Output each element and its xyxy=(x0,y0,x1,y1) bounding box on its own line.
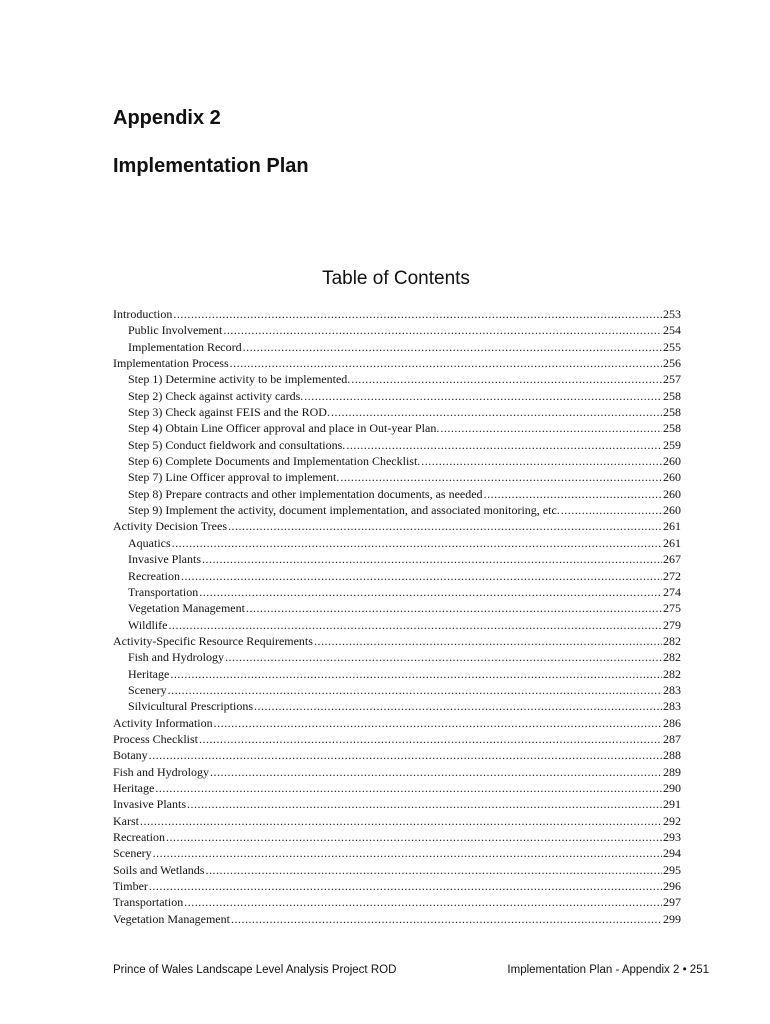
toc-entry-page: 283 xyxy=(663,699,681,714)
toc-dot-leader xyxy=(561,502,662,518)
toc-entry-page: 254 xyxy=(663,323,681,338)
toc-dot-leader xyxy=(205,862,662,878)
toc-entry-label: Timber xyxy=(113,879,148,894)
appendix-title: Appendix 2 xyxy=(113,107,221,129)
toc-entry[interactable] xyxy=(113,878,681,894)
toc-entry-page: 283 xyxy=(663,682,681,697)
toc-entry-label: Activity-Specific Resource Requirements xyxy=(113,633,313,648)
toc-entry-label: Fish and Hydrology xyxy=(113,764,209,779)
toc-entry[interactable] xyxy=(113,469,681,485)
toc-entry-label: Heritage xyxy=(128,666,170,681)
toc-entry-page: 258 xyxy=(663,405,681,420)
toc-dot-leader xyxy=(440,420,662,436)
toc-entry-label: Step 9) Implement the activity, document implementation, and associated monitoring, etc. xyxy=(128,503,560,518)
toc-entry-label: Vegetation Management xyxy=(128,601,245,616)
toc-entry-page: 299 xyxy=(663,911,681,926)
toc-entry-label: Invasive Plants xyxy=(128,552,201,567)
toc-entry[interactable] xyxy=(113,698,681,714)
toc-entry-label: Implementation Record xyxy=(128,339,242,354)
toc-entry[interactable] xyxy=(113,568,681,584)
toc-entry-page: 261 xyxy=(663,519,681,534)
toc-entry[interactable] xyxy=(113,453,681,469)
toc-entry[interactable] xyxy=(113,796,681,812)
toc-entry-page: 260 xyxy=(663,470,681,485)
toc-entry-label: Process Checklist xyxy=(113,731,198,746)
toc-entry-page: 260 xyxy=(663,503,681,518)
toc-entry[interactable] xyxy=(113,715,681,731)
toc-entry-page: 286 xyxy=(663,715,681,730)
toc-entry-label: Soils and Wetlands xyxy=(113,862,205,877)
toc-dot-leader xyxy=(421,453,662,469)
toc-entry[interactable] xyxy=(113,355,681,371)
toc-entry[interactable] xyxy=(113,780,681,796)
toc-entry[interactable] xyxy=(113,894,681,910)
toc-dot-leader xyxy=(210,764,662,780)
toc-heading: Table of Contents xyxy=(322,268,470,289)
toc-entry[interactable] xyxy=(113,306,681,322)
toc-entry-page: 256 xyxy=(663,356,681,371)
toc-entry[interactable] xyxy=(113,551,681,567)
toc-dot-leader xyxy=(184,894,662,910)
toc-dot-leader xyxy=(304,388,662,404)
toc-entry[interactable] xyxy=(113,420,681,436)
toc-entry[interactable] xyxy=(113,617,681,633)
toc-entry[interactable] xyxy=(113,633,681,649)
toc-dot-leader xyxy=(140,813,662,829)
toc-entry-label: Step 8) Prepare contracts and other implementation documents, as needed xyxy=(128,486,483,501)
toc-entry[interactable] xyxy=(113,666,681,682)
toc-entry-page: 296 xyxy=(663,879,681,894)
toc-entry[interactable] xyxy=(113,682,681,698)
toc-entry-label: Recreation xyxy=(128,568,180,583)
toc-entry-page: 267 xyxy=(663,552,681,567)
toc-entry-label: Invasive Plants xyxy=(113,797,186,812)
toc-dot-leader xyxy=(153,845,662,861)
toc-entry[interactable] xyxy=(113,404,681,420)
toc-entry-page: 294 xyxy=(663,846,681,861)
toc-entry-label: Transportation xyxy=(128,584,199,599)
toc-entry-page: 253 xyxy=(663,307,681,321)
toc-entry-page: 258 xyxy=(663,421,681,436)
toc-entry-page: 274 xyxy=(663,584,681,599)
toc-entry-page: 289 xyxy=(663,764,681,779)
toc-entry-label: Public Involvement xyxy=(128,323,223,338)
toc-entry[interactable] xyxy=(113,649,681,665)
toc-entry[interactable] xyxy=(113,388,681,404)
toc-entry-label: Step 1) Determine activity to be implemented. xyxy=(128,372,351,387)
toc-entry[interactable] xyxy=(113,518,681,534)
toc-dot-leader xyxy=(230,355,662,371)
toc-entry[interactable] xyxy=(113,486,681,502)
toc-entry-page: 259 xyxy=(663,437,681,452)
toc-entry-label: Fish and Hydrology xyxy=(128,650,224,665)
toc-entry[interactable] xyxy=(113,813,681,829)
toc-dot-leader xyxy=(181,568,662,584)
toc-entry[interactable] xyxy=(113,911,681,927)
toc-dot-leader xyxy=(246,600,662,616)
toc-dot-leader xyxy=(331,404,662,420)
toc-entry-page: 297 xyxy=(663,895,681,910)
toc-entry[interactable] xyxy=(113,829,681,845)
toc-entry[interactable] xyxy=(113,584,681,600)
toc-entry[interactable] xyxy=(113,764,681,780)
toc-entry-page: 293 xyxy=(663,830,681,844)
toc-dot-leader xyxy=(199,584,662,600)
toc-entry-label: Transportation xyxy=(113,895,184,910)
toc-entry-label: Wildlife xyxy=(128,617,168,632)
toc-entry-label: Recreation xyxy=(113,830,165,844)
toc-entry-page: 260 xyxy=(663,486,681,501)
toc-entry[interactable] xyxy=(113,862,681,878)
toc-entry-page: 282 xyxy=(663,666,681,681)
footer-page-info: Implementation Plan - Appendix 2 • 251 xyxy=(507,964,709,976)
toc-dot-leader xyxy=(346,437,662,453)
toc-entry-page: 287 xyxy=(663,731,681,746)
toc-dot-leader xyxy=(172,535,662,551)
toc-entry-label: Step 2) Check against activity cards. xyxy=(128,388,304,403)
toc-entry[interactable] xyxy=(113,437,681,453)
toc-entry-label: Activity Information xyxy=(113,715,213,730)
toc-entry-label: Vegetation Management xyxy=(113,911,230,926)
toc-entry[interactable] xyxy=(113,371,681,387)
toc-entry-label: Step 6) Complete Documents and Implementation Checklist. xyxy=(128,454,421,469)
toc-entry-label: Scenery xyxy=(113,846,152,861)
toc-entry-label: Activity Decision Trees xyxy=(113,519,227,534)
toc-dot-leader xyxy=(231,911,662,927)
toc-dot-leader xyxy=(225,649,662,665)
toc-entry-page: 261 xyxy=(663,535,681,550)
toc-dot-leader xyxy=(223,322,662,338)
toc-dot-leader xyxy=(228,518,662,534)
toc-dot-leader xyxy=(340,469,662,485)
toc-dot-leader xyxy=(314,633,662,649)
toc-entry-page: 255 xyxy=(663,339,681,354)
toc-dot-leader xyxy=(202,551,662,567)
toc-entry[interactable] xyxy=(113,747,681,763)
toc-entry[interactable] xyxy=(113,600,681,616)
footer-document-title: Prince of Wales Landscape Level Analysis Project ROD xyxy=(113,964,397,976)
toc-entry-label: Implementation Process xyxy=(113,356,229,371)
toc-entry-page: 290 xyxy=(663,780,681,795)
toc-dot-leader xyxy=(187,796,662,812)
toc-entry-label: Karst xyxy=(113,813,139,828)
toc-dot-leader xyxy=(484,486,662,502)
toc-entry-label: Step 4) Obtain Line Officer approval and place in Out-year Plan. xyxy=(128,421,440,436)
toc-entry-label: Aquatics xyxy=(128,535,171,550)
toc-dot-leader xyxy=(170,666,662,682)
toc-entry-page: 288 xyxy=(663,748,681,763)
toc-entry-page: 291 xyxy=(663,797,681,812)
toc-entry-page: 260 xyxy=(663,454,681,469)
toc-entry-page: 282 xyxy=(663,650,681,665)
toc-dot-leader xyxy=(155,780,662,796)
toc-entry-page: 272 xyxy=(663,568,681,583)
toc-dot-leader xyxy=(199,731,662,747)
toc-entry-label: Heritage xyxy=(113,780,155,795)
toc-dot-leader xyxy=(173,306,662,322)
toc-dot-leader xyxy=(166,829,662,845)
toc-dot-leader xyxy=(149,747,662,763)
toc-entry-label: Step 5) Conduct fieldwork and consultations. xyxy=(128,437,346,452)
toc-entry-label: Step 3) Check against FEIS and the ROD. xyxy=(128,405,330,420)
table-of-contents xyxy=(113,306,681,927)
toc-entry[interactable] xyxy=(113,535,681,551)
toc-entry[interactable] xyxy=(113,502,681,518)
toc-dot-leader xyxy=(149,878,662,894)
toc-entry-label: Silvicultural Prescriptions xyxy=(128,699,253,714)
toc-dot-leader xyxy=(351,371,662,387)
toc-entry-page: 295 xyxy=(663,862,681,877)
toc-entry[interactable] xyxy=(113,339,681,355)
toc-entry[interactable] xyxy=(113,322,681,338)
toc-entry[interactable] xyxy=(113,731,681,747)
toc-entry-label: Introduction xyxy=(113,307,173,321)
toc-entry-label: Botany xyxy=(113,748,148,763)
toc-entry-page: 258 xyxy=(663,388,681,403)
toc-dot-leader xyxy=(214,715,662,731)
toc-entry-page: 279 xyxy=(663,617,681,632)
toc-entry-page: 275 xyxy=(663,601,681,616)
toc-entry-page: 282 xyxy=(663,633,681,648)
toc-entry-label: Step 7) Line Officer approval to implement. xyxy=(128,470,340,485)
toc-dot-leader xyxy=(243,339,662,355)
toc-dot-leader xyxy=(169,617,662,633)
toc-entry-page: 292 xyxy=(663,813,681,828)
toc-entry-label: Scenery xyxy=(128,682,167,697)
toc-dot-leader xyxy=(168,682,662,698)
page-title: Implementation Plan xyxy=(113,155,309,177)
toc-entry-page: 257 xyxy=(663,372,681,387)
toc-entry[interactable] xyxy=(113,845,681,861)
toc-dot-leader xyxy=(254,698,662,714)
